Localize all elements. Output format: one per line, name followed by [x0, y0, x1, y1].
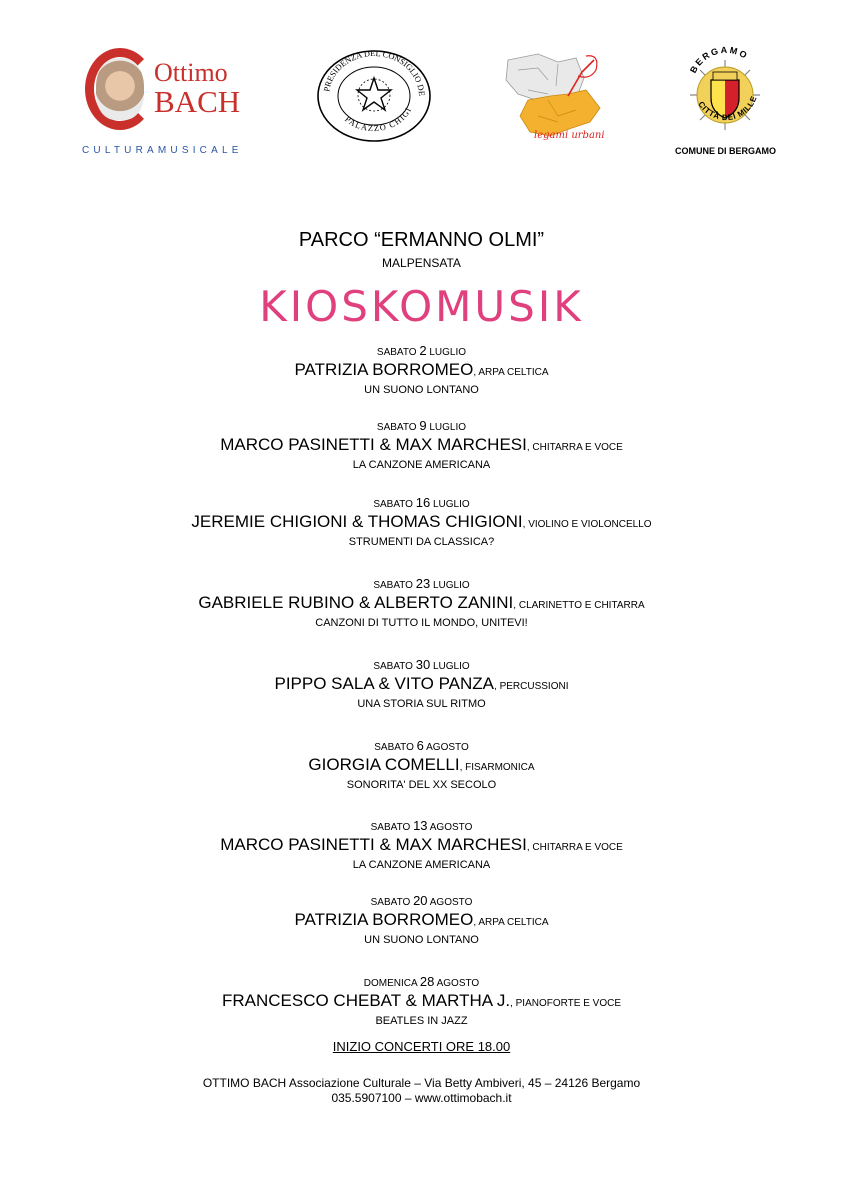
logo-bar: [0, 40, 843, 170]
event-date: SABATO 20 AGOSTO: [370, 893, 473, 908]
event-item: [0, 577, 843, 630]
event-performers: PATRIZIA BORROMEO, ARPA CELTICA: [294, 360, 549, 379]
event-instrument: , CHITARRA E VOCE: [526, 442, 623, 453]
event-item: [0, 496, 843, 549]
event-performers: PATRIZIA BORROMEO, ARPA CELTICA: [294, 910, 549, 929]
event-date: SABATO 23 LUGLIO: [373, 576, 470, 591]
event-instrument: , CLARINETTO E CHITARRA: [513, 600, 645, 611]
event-program: UN SUONO LONTANO: [364, 934, 479, 946]
event-performers: MARCO PASINETTI & MAX MARCHESI, CHITARRA E VOCE: [220, 435, 623, 454]
bergamo-bottom-text: CITTÀ DEI MILLE: [696, 94, 759, 123]
event-program: LA CANZONE AMERICANA: [352, 459, 491, 471]
comune-label: COMUNE DI BERGAMO: [675, 146, 776, 156]
concert-start-time: INIZIO CONCERTI ORE 18.00: [332, 1039, 511, 1054]
event-program: UN SUONO LONTANO: [364, 384, 479, 396]
event-date: SABATO 9 LUGLIO: [376, 418, 467, 433]
legami-text: legami urbani: [534, 130, 605, 141]
event-item: [0, 819, 843, 872]
event-program: STRUMENTI DA CLASSICA?: [348, 536, 495, 548]
logo-subtitle: CULTURAMUSICALE: [82, 145, 243, 156]
event-item: [0, 739, 843, 792]
event-performers: GIORGIA COMELLI, FISARMONICA: [308, 755, 535, 774]
seal-bottom-text: PALAZZO CHIGI: [343, 105, 414, 134]
logo-word-bach: BACH: [154, 84, 241, 119]
event-instrument: , PIANOFORTE E VOCE: [510, 998, 622, 1009]
event-program: UNA STORIA SUL RITMO: [357, 698, 486, 710]
event-date: SABATO 2 LUGLIO: [376, 343, 467, 358]
venue-title: PARCO “ERMANNO OLMI”: [298, 229, 545, 251]
government-seal-icon: [315, 48, 433, 143]
kioskomusik-title: KIOSKOMUSIK: [259, 282, 584, 331]
event-instrument: , PERCUSSIONI: [494, 681, 569, 692]
event-instrument: , CHITARRA E VOCE: [526, 842, 623, 853]
event-program: SONORITA' DEL XX SECOLO: [346, 779, 497, 791]
event-item: [0, 894, 843, 947]
event-date: SABATO 13 AGOSTO: [370, 818, 473, 833]
logo-word-ottimo: Ottimo: [154, 58, 228, 87]
footer-address: OTTIMO BACH Associazione Culturale – Via Betty Ambiveri, 45 – 24126 Bergamo: [202, 1076, 641, 1090]
event-performers: PIPPO SALA & VITO PANZA, PERCUSSIONI: [274, 674, 569, 693]
event-item: [0, 658, 843, 711]
legami-urbani-logo: [498, 50, 608, 150]
event-date: DOMENICA 28 AGOSTO: [363, 974, 480, 989]
event-item: [0, 344, 843, 397]
event-performers: GABRIELE RUBINO & ALBERTO ZANINI, CLARINETTO E CHITARRA: [198, 593, 645, 612]
bergamo-coat-of-arms-icon: [663, 40, 788, 150]
bergamo-top-text: BERGAMO: [688, 44, 751, 75]
event-item: [0, 975, 843, 1028]
event-instrument: , FISARMONICA: [459, 762, 535, 773]
footer-contact: 035.5907100 – www.ottimobach.it: [331, 1091, 512, 1105]
event-performers: FRANCESCO CHEBAT & MARTHA J., PIANOFORTE E VOCE: [221, 991, 622, 1010]
seal-ring-text: PRESIDENZA DEL CONSIGLIO DE: [322, 48, 427, 97]
venue-area: MALPENSATA: [382, 256, 461, 270]
event-date: SABATO 30 LUGLIO: [373, 657, 470, 672]
event-instrument: , ARPA CELTICA: [473, 917, 549, 928]
event-program: BEATLES IN JAZZ: [375, 1015, 468, 1027]
event-program: CANZONI DI TUTTO IL MONDO, UNITEVI!: [315, 617, 528, 629]
event-instrument: , VIOLINO E VIOLONCELLO: [522, 519, 652, 530]
event-performers: MARCO PASINETTI & MAX MARCHESI, CHITARRA E VOCE: [220, 835, 623, 854]
event-instrument: , ARPA CELTICA: [473, 367, 549, 378]
city-map-icon: [498, 50, 608, 150]
comune-di-bergamo-logo: [663, 40, 788, 165]
event-program: LA CANZONE AMERICANA: [352, 859, 491, 871]
bach-portrait-icon: [96, 58, 144, 120]
event-performers: JEREMIE CHIGIONI & THOMAS CHIGIONI, VIOLINO E VIOLONCELLO: [191, 512, 652, 531]
event-date: SABATO 6 AGOSTO: [374, 738, 469, 753]
ottimo-bach-logo: [80, 48, 260, 158]
event-item: [0, 419, 843, 472]
event-date: SABATO 16 LUGLIO: [373, 495, 470, 510]
palazzo-chigi-seal: [315, 48, 433, 143]
